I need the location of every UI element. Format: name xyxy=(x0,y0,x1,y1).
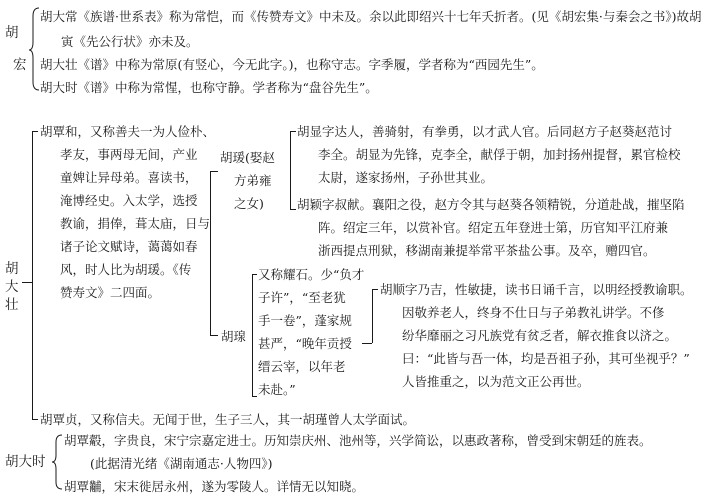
text-line: 胡瑗(娶赵 xyxy=(220,150,275,165)
text-line: 曰：“此皆与吾一体，均是吾祖子孙，其可坐视乎？” xyxy=(402,351,690,366)
tree-line xyxy=(372,289,378,290)
tree-line xyxy=(32,419,38,420)
text-line: 孝友，事两母无间，产业 xyxy=(60,147,198,162)
tree-line xyxy=(210,335,218,336)
person-name: 胡瑔 xyxy=(221,329,247,344)
tree-line xyxy=(252,274,257,275)
tree-line xyxy=(210,171,218,172)
tree-line xyxy=(32,131,33,419)
name-label-char: 胡 xyxy=(5,25,19,41)
text-line: 胡覃贞，又称信夫。无闻于世，生子三人，其一胡瑾曾人太学面试。 xyxy=(40,412,416,427)
text-line: 之女) xyxy=(234,196,264,211)
tree-line xyxy=(290,131,291,209)
tree-line xyxy=(252,274,253,396)
text-line: 阵。绍定三年，以赏补官。绍定五年登进士第，历官知平江府兼 xyxy=(318,220,669,235)
text-line: 风，时人比为胡瑗。《传 xyxy=(60,262,192,277)
bracket-hu-dashi xyxy=(52,433,64,493)
text-line: 淹博经史。入太学，选授 xyxy=(60,193,198,208)
tree-line xyxy=(252,396,257,397)
tree-line xyxy=(32,131,38,132)
text-line: 李全。胡显为先锋，克李全，献俘于朝，加封扬州提督，累官检校 xyxy=(318,147,681,162)
text-line: 缙云宰，以年老 xyxy=(258,359,346,374)
text-line: 因敬养老人，终身不仕日与子弟教礼讲学。不俢 xyxy=(402,305,665,320)
text-line: 胡覃黼，宋末徙居永州，遂为零陵人。详情无以知晓。 xyxy=(64,479,365,494)
text-line: 纷华靡丽之习凡族党有贫乏者，解衣推食以济之。 xyxy=(402,328,678,343)
tree-line xyxy=(372,289,373,343)
text-line: 胡大时《谱》中称为常惺，也称守静。学者称为“盘谷先生”。 xyxy=(40,80,378,95)
text-line: (此据清光绪《湖南通志·人物四》) xyxy=(90,456,273,471)
text-line: 胡显字达人，善骑射，有拳勇，以才武人官。后同赵方子赵葵赵范讨 xyxy=(297,124,673,139)
text-line: 胡顺字乃吉，性敏捷，读书日诵千言，以明经授教谕职。 xyxy=(380,282,693,297)
tree-line xyxy=(290,209,296,210)
text-line: 诸子论文赋诗，蔼蔼如春 xyxy=(60,239,198,254)
name-label: 胡大时 xyxy=(5,454,46,470)
text-line: 胡颖字叔献。襄阳之役，赵方令其与赵葵各领精锐，分道赴战，摧坚陷 xyxy=(297,197,685,212)
tree-line xyxy=(210,171,211,335)
text-line: 胡大常《族谱·世系表》称为常恺，而《传赞寿文》中未及。余以此即绍兴十七年夭折者。(见《胡宏集·与秦会之书》)故胡 xyxy=(40,9,702,24)
name-label-char: 宏 xyxy=(13,57,27,73)
tree-line xyxy=(290,131,296,132)
text-line: 未赴。” xyxy=(258,382,296,397)
tree-line xyxy=(22,282,32,283)
text-line: 教谕，捐俸，葺太庙，日与 xyxy=(60,216,211,231)
text-line: 太尉，遂家扬州，子孙世其业。 xyxy=(318,170,494,185)
text-line: 手一卷”，蓬家规 xyxy=(258,313,352,328)
tree-line xyxy=(362,343,372,344)
text-line: 甚严，“晚年贡授 xyxy=(258,336,352,351)
text-line: 胡覃觳，字贵良，宋宁宗嘉定进士。历知崇庆州、池州等，兴学简讼，以惠政著称，曾受到宋朝廷的旌表。 xyxy=(64,433,652,448)
text-line: 寅《先公行状》亦未及。 xyxy=(61,34,199,49)
text-line: 胡覃和，又称善夫一为人俭朴、 xyxy=(40,124,216,139)
text-line: 胡大壮《谱》中称为常原(有竖心，今无此字。)，也称守志。字季履，学者称为“西园先生”。 xyxy=(40,57,544,72)
text-line: 浙西提点刑狱，移湖南兼提举常平茶盐公事。及卒，赠四官。 xyxy=(318,243,656,258)
name-label-char: 胡 xyxy=(5,261,19,277)
name-label-char: 大 xyxy=(5,279,19,295)
name-label-char: 壮 xyxy=(5,297,19,313)
text-line: 童婢让异母弟。喜读书， xyxy=(60,170,198,185)
text-line: 方弟雍 xyxy=(234,173,272,188)
text-line: 子许”，“至老犹 xyxy=(258,290,346,305)
text-line: 人皆推重之，以为范文正公再世。 xyxy=(402,374,590,389)
text-line: 又称耀石。少“负才 xyxy=(258,267,365,282)
text-line: 赞寿文》二四面。 xyxy=(60,285,161,300)
